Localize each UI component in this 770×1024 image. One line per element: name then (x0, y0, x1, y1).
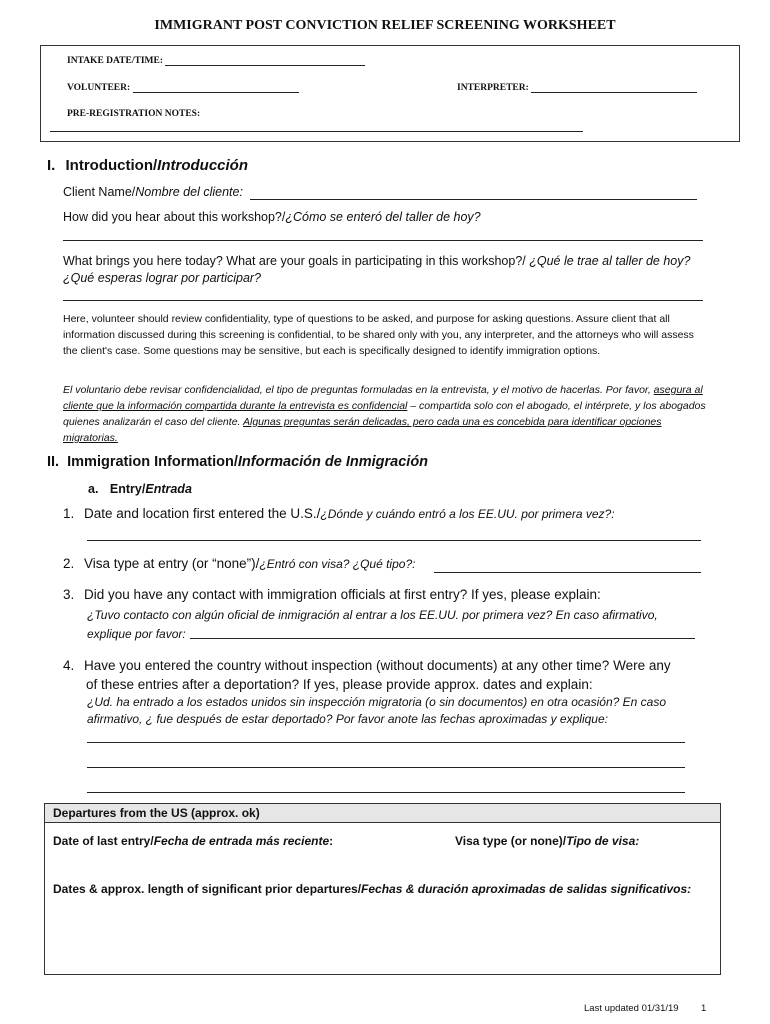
subsection-title-en: Entry/ (109, 482, 146, 496)
intake-date-field[interactable] (165, 65, 365, 66)
page-number: 1 (701, 1003, 707, 1014)
q4-answer-line-2[interactable] (87, 767, 685, 768)
last-entry-label-es: Fecha de entrada más reciente (153, 834, 330, 848)
q4-question-es (87, 694, 666, 728)
interpreter-row (457, 83, 697, 93)
goals-question-en: What brings you here today? What are your goals in participating in this workshop?/ (63, 254, 526, 268)
interpreter-label: INTERPRETER: (457, 83, 529, 93)
prior-departures-label (53, 882, 691, 896)
q3-text-es-1: ¿Tuvo contacto con algún oficial de inmigración al entrar a los EE.UU. por primera vez? En caso afirmativo, (87, 608, 658, 622)
hear-question (63, 210, 481, 224)
section-2-title-en: Immigration Information/ (67, 454, 238, 470)
departures-header: Departures from the US (approx. ok) (45, 804, 720, 823)
last-entry-colon: : (329, 834, 334, 848)
q4-text-es-1: ¿Ud. ha entrado a los estados unidos sin inspección migratoria (o sin documentos) en otra ocasión? En caso (87, 695, 666, 709)
section-2-number: II. (47, 454, 60, 470)
section-1-title-es: Introducción (157, 157, 248, 174)
volunteer-label: VOLUNTEER: (67, 83, 131, 93)
q2-question (63, 556, 415, 571)
note-es-part-c: – compartida solo con el abogado, el intérprete, y los abogados quienes analizarán el caso del cliente. (63, 400, 706, 428)
prior-departures-label-es: Fechas & duración aproximadas de salidas significativos: (361, 882, 692, 896)
volunteer-note-en: Here, volunteer should review confidentiality, type of questions to be asked, and purpose for asking questions. Assure client that all information discussed during this screening is confidential, to be shared only with you, any interpreter, and the attorneys who will assess the client's case. Some questions may be sensitive, but each is specifically designed to identify immigration options. (63, 313, 694, 357)
intake-date-row (67, 56, 365, 66)
q1-answer-field[interactable] (87, 540, 701, 541)
last-updated: Last updated 01/31/19 (584, 1003, 679, 1014)
intake-date-label: INTAKE DATE/TIME: (67, 56, 163, 66)
volunteer-field[interactable] (133, 92, 299, 93)
q3-question (63, 587, 601, 602)
form-title: IMMIGRANT POST CONVICTION RELIEF SCREENING WORKSHEET (154, 18, 616, 33)
q4-number: 4. (63, 658, 75, 673)
q1-text-en: Date and location first entered the U.S./ (84, 506, 321, 521)
section-1-heading (47, 157, 248, 174)
q4-question (63, 656, 671, 694)
note-es-part-b: asegura al cliente que la información compartida durante la entrevista es confidencial (63, 384, 703, 412)
goals-answer-field[interactable] (63, 300, 703, 301)
visa-type-label-es: Tipo de visa: (566, 834, 640, 848)
q2-text-en: Visa type at entry (or “none”)/ (84, 556, 260, 571)
subsection-label: a. (88, 482, 99, 496)
client-name-field[interactable] (250, 199, 697, 200)
subsection-entry-heading (88, 482, 192, 496)
q4-text-es-2: afirmativo, ¿ fue después de estar deportado? Por favor anote las fechas aproximadas y explique: (87, 712, 608, 726)
departures-table (44, 803, 721, 975)
goals-question (63, 253, 708, 287)
last-entry-label (53, 834, 333, 848)
client-name-row (63, 185, 243, 199)
section-2-title-es: Información de Inmigración (237, 454, 429, 470)
prior-departures-label-en: Dates & approx. length of significant prior departures/ (53, 882, 362, 896)
q3-answer-field[interactable] (190, 638, 695, 639)
volunteer-note-es (63, 382, 708, 446)
section-1-title-en: Introduction/ (65, 157, 158, 174)
q1-number: 1. (63, 506, 75, 521)
q3-text-en: Did you have any contact with immigration officials at first entry? If yes, please explain: (84, 587, 601, 602)
hear-question-en: How did you hear about this workshop?/ (63, 210, 286, 224)
last-entry-label-en: Date of last entry/ (53, 834, 154, 848)
q4-answer-line-1[interactable] (87, 742, 685, 743)
q1-text-es: ¿Dónde y cuándo entró a los EE.UU. por primera vez?: (320, 507, 615, 521)
goals-question-es-1: ¿Qué le trae al taller de hoy? (529, 254, 691, 268)
q3-number: 3. (63, 587, 75, 602)
goals-question-es-2: ¿Qué esperas lograr por participar? (63, 271, 262, 285)
hear-question-es: ¿Cómo se enteró del taller de hoy? (285, 210, 481, 224)
q4-answer-line-3[interactable] (87, 792, 685, 793)
q2-answer-field[interactable] (434, 572, 701, 573)
client-name-label-es: Nombre del cliente: (135, 185, 243, 199)
hear-answer-field[interactable] (63, 240, 703, 241)
subsection-title-es: Entrada (145, 482, 192, 496)
section-2-heading (47, 454, 428, 470)
interpreter-field[interactable] (531, 92, 697, 93)
q4-text-en-1: Have you entered the country without inspection (without documents) at any other time? Were any (84, 658, 671, 673)
note-es-part-a: El voluntario debe revisar confidencialidad, el tipo de preguntas formuladas en la entrevista, y el motivo de hacerlas. Por favor, (63, 384, 654, 396)
q4-text-en-2: of these entries after a deportation? If yes, please provide approx. dates and explain: (86, 677, 593, 692)
notes-field[interactable] (50, 131, 583, 132)
q3-text-es-2: explique por favor: (87, 627, 186, 641)
q1-question (63, 506, 615, 521)
note-es-part-d: Algunas preguntas serán delicadas, pero cada una es concebida para identificar opciones migratorias. (63, 416, 662, 444)
notes-label: PRE-REGISTRATION NOTES: (67, 109, 201, 119)
q2-number: 2. (63, 556, 75, 571)
client-name-label-en: Client Name/ (63, 185, 136, 199)
visa-type-label (455, 834, 639, 848)
visa-type-label-en: Visa type (or none)/ (455, 834, 567, 848)
section-1-number: I. (47, 157, 56, 174)
q2-text-es: ¿Entró con visa? ¿Qué tipo?: (259, 557, 416, 571)
volunteer-row (67, 83, 299, 93)
